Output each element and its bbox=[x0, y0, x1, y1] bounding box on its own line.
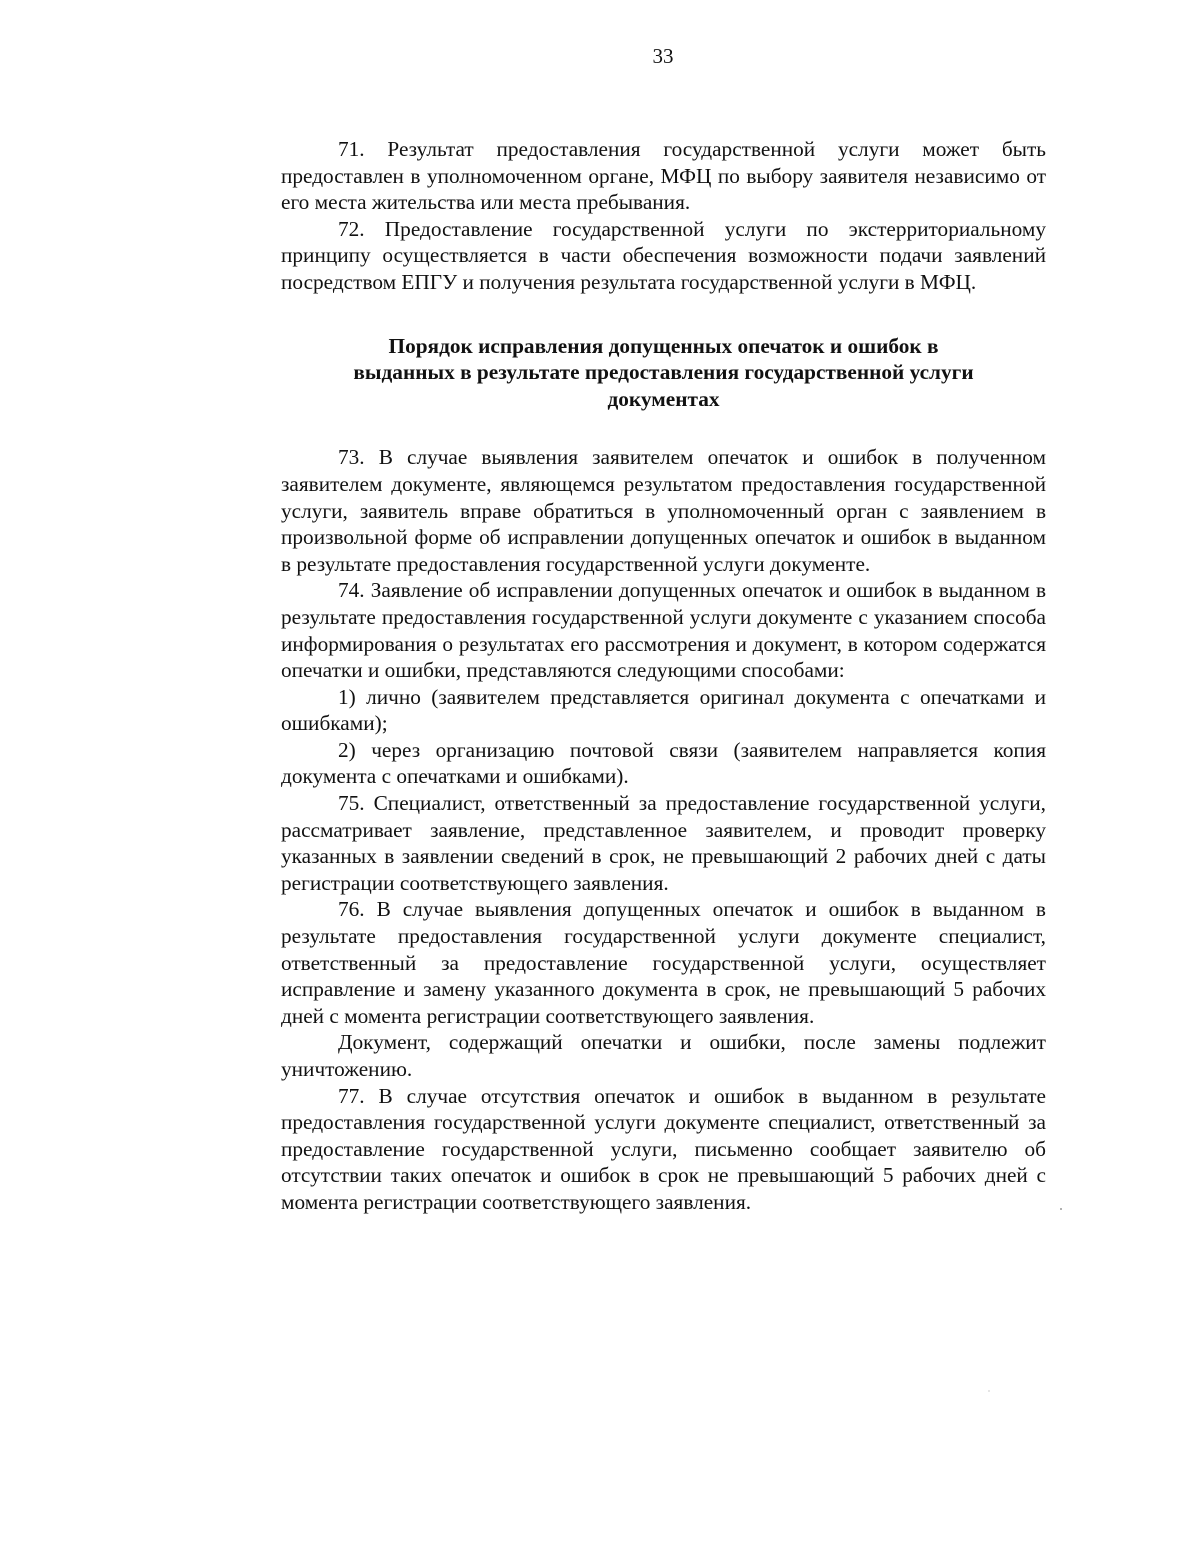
scan-artifact bbox=[988, 1390, 990, 1392]
section-heading-line: выданных в результате предоставления государственной услуги bbox=[353, 360, 974, 385]
list-item-1: 1) лично (заявителем представляется оригинал документа с опечатками и ошибками); bbox=[281, 684, 1046, 736]
scan-artifact bbox=[1060, 1208, 1062, 1210]
section-heading bbox=[281, 333, 1046, 413]
paragraph-72: 72. Предоставление государственной услуги по экстерриториальному принципу осуществляется в части обеспечения возможности подачи заявлений посредством ЕПГУ и получения результата государственной услуги в МФЦ. bbox=[281, 216, 1046, 294]
paragraph-73: 73. В случае выявления заявителем опечаток и ошибок в полученном заявителем документе, являющемся результатом предоставления государственной услуги, заявитель вправе обратиться в уполномоченный орган с заявлением в произвольной форме об исправлении допущенных опечаток и ошибок в выданном в результате предоставления государственной услуги документе. bbox=[281, 445, 1046, 576]
paragraph-75: 75. Специалист, ответственный за предоставление государственной услуги, рассматривает заявление, представленное заявителем, и проводит проверку указанных в заявлении сведений в срок, не превышающий 2 рабочих дней с даты регистрации соответствующего заявления. bbox=[281, 791, 1046, 895]
section-heading-line: документах bbox=[607, 386, 720, 411]
paragraph-destruction: Документ, содержащий опечатки и ошибки, после замены подлежит уничтожению. bbox=[281, 1030, 1046, 1081]
page-number: 33 bbox=[652, 44, 674, 68]
list-item-2: 2) через организацию почтовой связи (заявителем направляется копия документа с опечатками и ошибками). bbox=[281, 737, 1046, 789]
paragraph-71: 71. Результат предоставления государственной услуги может быть предоставлен в уполномоченном органе, МФЦ по выбору заявителя независимо от его места жительства или места пребывания. bbox=[281, 137, 1046, 215]
section-heading-line: Порядок исправления допущенных опечаток и ошибок в bbox=[388, 333, 939, 358]
document-body bbox=[281, 136, 1046, 1216]
paragraph-77: 77. В случае отсутствия опечаток и ошибок в выданном в результате предоставления государственной услуги документе специалист, ответственный за предоставление государственной услуги, письменно сообщает заявителю об отсутствии таких опечаток и ошибок в срок не превышающий 5 рабочих дней с момента регистрации соответствующего заявления. bbox=[281, 1083, 1046, 1214]
paragraph-76: 76. В случае выявления допущенных опечаток и ошибок в выданном в результате предоставления государственной услуги документе специалист, ответственный за предоставление государственной услуги, осуществляет исправление и замену указанного документа в срок, не превышающий 5 рабочих дней с момента регистрации соответствующего заявления. bbox=[281, 897, 1046, 1028]
paragraph-74: 74. Заявление об исправлении допущенных опечаток и ошибок в выданном в результате предоставления государственной услуги документе с указанием способа информирования о результатах его рассмотрения и документ, в котором содержатся опечатки и ошибки, представляются следующими способами: bbox=[281, 578, 1046, 683]
